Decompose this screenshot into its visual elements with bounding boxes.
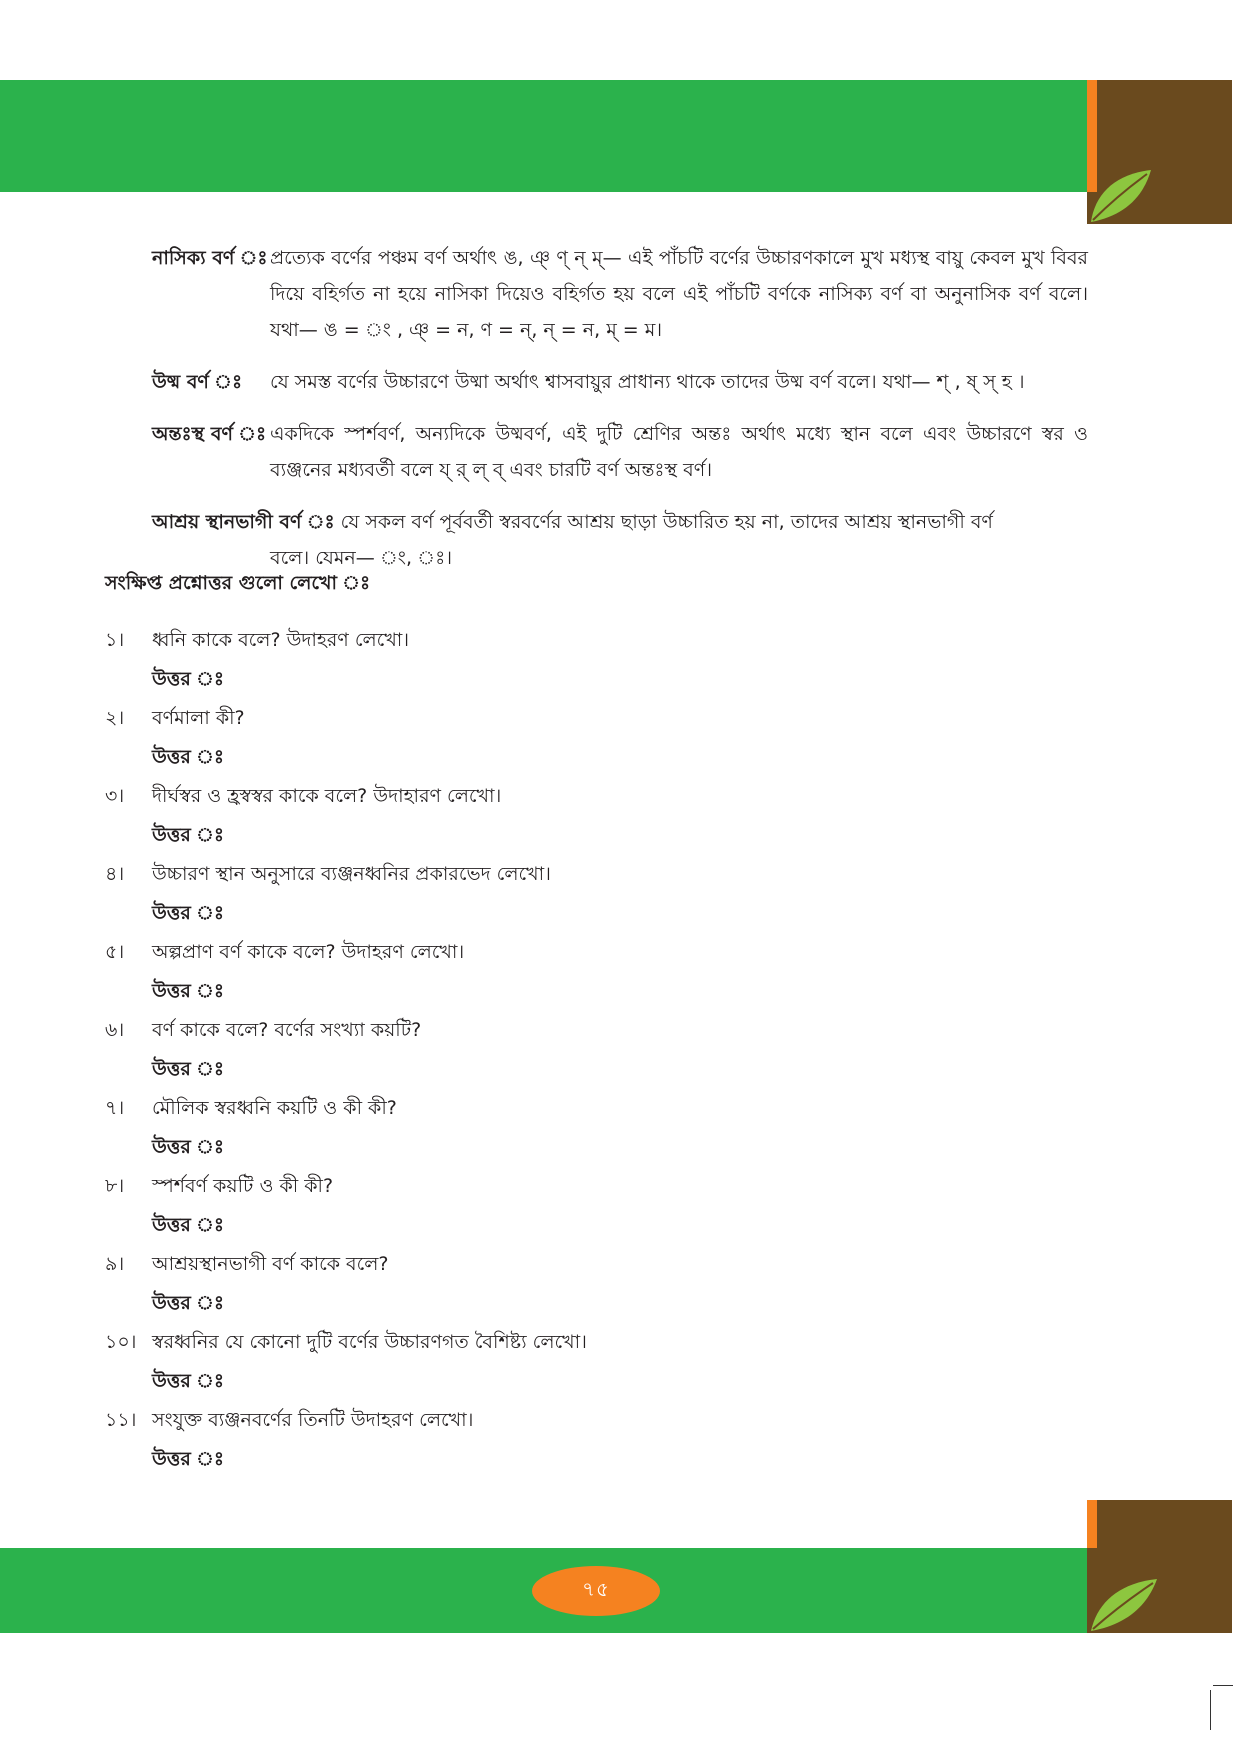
- definition-first-line: [152, 504, 1088, 540]
- question-number: ২।: [105, 707, 125, 729]
- leaf-icon: [1085, 1573, 1161, 1635]
- question-item: [105, 778, 1085, 817]
- answer-label: উত্তর ঃ: [152, 1370, 225, 1392]
- question-number: ৮।: [105, 1175, 125, 1197]
- question-text: মৌলিক স্বরধ্বনি কয়টি ও কী কী?: [152, 1097, 397, 1119]
- definitions-block: [152, 240, 1088, 592]
- question-text: বর্ণ কাকে বলে? বর্ণের সংখ্যা কয়টি?: [152, 1019, 422, 1041]
- question-item: [105, 856, 1085, 895]
- question-text: স্পর্শবর্ণ কয়টি ও কী কী?: [152, 1175, 334, 1197]
- definition-term: অন্তঃস্থ বর্ণ ঃ: [152, 423, 267, 445]
- question-number: ৩।: [105, 785, 125, 807]
- question-item: [105, 934, 1085, 973]
- question-item: [105, 1324, 1085, 1363]
- definition-term: নাসিক্য বর্ণ ঃ: [152, 247, 268, 269]
- question-text: সংযুক্ত ব্যঞ্জনবর্ণের তিনটি উদাহরণ লেখো।: [152, 1409, 474, 1431]
- header-band: [0, 80, 1095, 192]
- answer-label: উত্তর ঃ: [152, 1214, 225, 1236]
- answer-label: উত্তর ঃ: [152, 668, 225, 690]
- footer-orange-strip: [1087, 1500, 1097, 1548]
- question-text: দীর্ঘস্বর ও হ্রস্বস্বর কাকে বলে? উদাহারণ লেখো।: [152, 785, 502, 807]
- answer-label: উত্তর ঃ: [152, 746, 225, 768]
- question-text: আশ্রয়স্থানভাগী বর্ণ কাকে বলে?: [152, 1253, 389, 1275]
- question-number: ১১।: [105, 1409, 137, 1431]
- question-item: [105, 1402, 1085, 1441]
- question-item: [105, 1168, 1085, 1207]
- answer-label: উত্তর ঃ: [152, 1136, 225, 1158]
- crop-mark: [1210, 1690, 1211, 1730]
- definition-text-continued: বলে। যেমন— ং, ঃ।: [270, 547, 452, 569]
- definition-nasikya: [152, 240, 1088, 348]
- question-text: বর্ণমালা কী?: [152, 707, 245, 729]
- question-number: ১।: [105, 629, 125, 651]
- question-number: ৭।: [105, 1097, 125, 1119]
- definition-text: প্রত্যেক বর্ণের পঞ্চম বর্ণ অর্থাৎ ঙ, ঞ্ ণ্ ন্ ম্— এই পাঁচটি বর্ণের উচ্চারণকালে মুখ মধ্যস্থ বায়ু কেবল মুখ বিবর দিয়ে বহির্গত না হয়ে নাসিকা দিয়েও বহির্গত হয় বলে এই পাঁচটি বর্ণকে নাসিক্য বর্ণ বা অনুনাসিক বর্ণ বলে। যথা— ঙ = ং , ঞ্ = ন, ণ = ন্, ন্ = ন, ম্ = ম।: [270, 247, 1088, 341]
- question-number: ৬।: [105, 1019, 125, 1041]
- answer-label: উত্তর ঃ: [152, 902, 225, 924]
- definition-ushma: [152, 364, 1088, 400]
- question-list: [105, 622, 1085, 1480]
- question-item: [105, 1090, 1085, 1129]
- question-number: ১০।: [105, 1331, 137, 1353]
- definition-text: যে সমস্ত বর্ণের উচ্চারণে উষ্মা অর্থাৎ শ্বাসবায়ুর প্রাধান্য থাকে তাদের উষ্ম বর্ণ বলে। যথা— শ্ , ষ্ স্ হ ।: [270, 371, 1025, 393]
- question-item: [105, 1246, 1085, 1285]
- definition-text: একদিকে স্পর্শবর্ণ, অন্যদিকে উষ্মবর্ণ, এই দুটি শ্রেণির অন্তঃ অর্থাৎ মধ্যে স্থান বলে এবং উচ্চারণে স্বর ও ব্যঞ্জনের মধ্যবর্তী বলে য্ র্ ল্ ব্ এবং চারটি বর্ণ অন্তঃস্থ বর্ণ।: [270, 423, 1088, 481]
- question-text: উচ্চারণ স্থান অনুসারে ব্যঞ্জনধ্বনির প্রকারভেদ লেখো।: [152, 863, 551, 885]
- definition-term: আশ্রয় স্থানভাগী বর্ণ ঃ: [152, 511, 335, 533]
- question-item: [105, 622, 1085, 661]
- question-item: [105, 1012, 1085, 1051]
- question-number: ৪।: [105, 863, 125, 885]
- crop-mark: [1213, 1685, 1233, 1686]
- question-text: অল্পপ্রাণ বর্ণ কাকে বলে? উদাহরণ লেখো।: [152, 941, 465, 963]
- definition-antastha: [152, 416, 1088, 488]
- answer-label: উত্তর ঃ: [152, 980, 225, 1002]
- answer-label: উত্তর ঃ: [152, 824, 225, 846]
- question-number: ৫।: [105, 941, 125, 963]
- leaf-icon: [1085, 164, 1155, 226]
- question-text: স্বরধ্বনির যে কোনো দুটি বর্ণের উচ্চারণগত বৈশিষ্ট্য লেখো।: [152, 1331, 587, 1353]
- question-text: ধ্বনি কাকে বলে? উদাহরণ লেখো।: [152, 629, 410, 651]
- section-title: সংক্ষিপ্ত প্রশ্নোত্তর গুলো লেখো ঃ: [105, 572, 371, 594]
- page-number: ৭৫: [532, 1566, 660, 1616]
- definition-text: যে সকল বর্ণ পূর্ববর্তী স্বরবর্ণের আশ্রয় ছাড়া উচ্চারিত হয় না, তাদের আশ্রয় স্থানভাগী বর্ণ: [340, 511, 993, 533]
- definition-term: উষ্ম বর্ণ ঃ: [152, 371, 243, 393]
- question-number: ৯।: [105, 1253, 125, 1275]
- answer-label: উত্তর ঃ: [152, 1292, 225, 1314]
- answer-label: উত্তর ঃ: [152, 1058, 225, 1080]
- question-item: [105, 700, 1085, 739]
- answer-label: উত্তর ঃ: [152, 1448, 225, 1470]
